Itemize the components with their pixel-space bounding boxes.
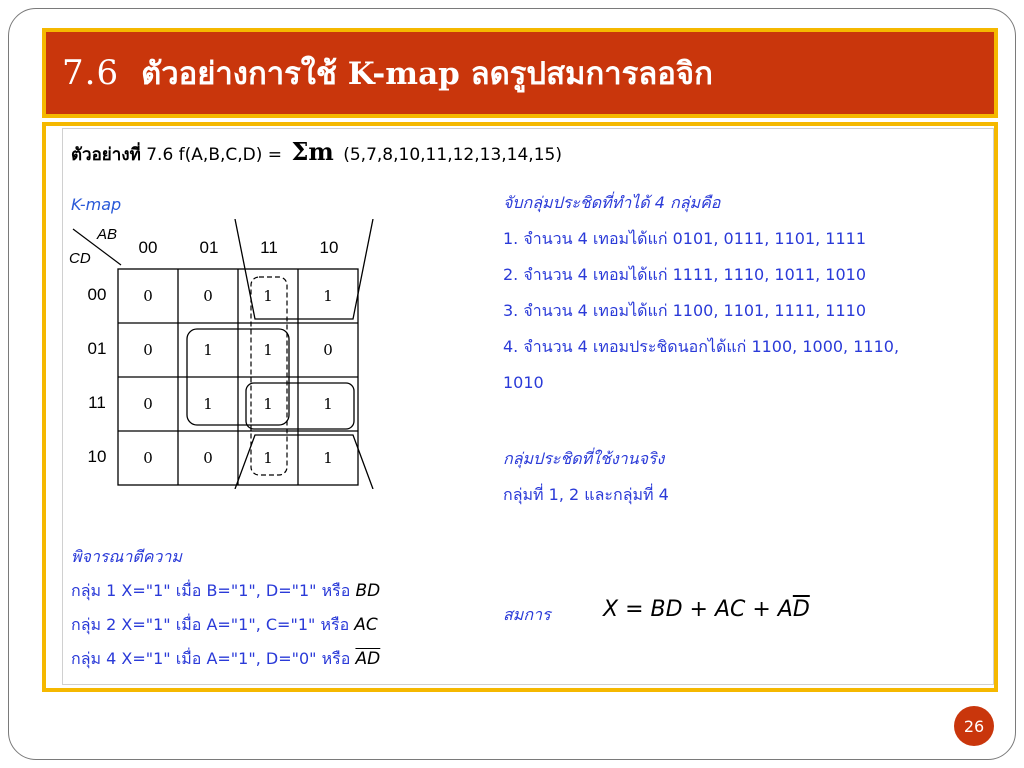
kmap-label: K-map [71,195,122,214]
interpret-line-1-term: BD [355,581,381,601]
group-2-loop [246,383,354,429]
col-header-11: 11 [260,238,278,257]
minterm-list: (5,7,8,10,11,12,13,14,15) [343,145,562,165]
cell-r3-c3: 1 [323,449,333,467]
example-label: ตัวอย่างที่ [71,145,141,165]
used-groups-text: กลุ่มที่ 1, 2 และกลุ่มที่ 4 [503,485,669,504]
cell-r0-c3: 1 [323,287,333,305]
interpret-line-1 [71,579,380,613]
group-item-4-cont: 1010 [503,373,544,392]
group-4-bottom-wrap [235,435,373,489]
cell-r1-c2: 1 [263,341,273,359]
col-header-10: 10 [319,238,339,257]
groups-description [503,191,1003,519]
cell-r1-c3: 0 [323,341,333,359]
example-number: 7.6 [146,145,174,165]
interpretation [71,545,380,681]
groups-intro: จับกลุ่มประชิดที่ทำได้ 4 กลุ่มคือ [503,193,721,212]
content-box [42,122,998,692]
interpret-line-2 [71,613,380,647]
equation-formula [603,597,810,622]
example-heading [71,137,562,168]
example-panel [62,128,994,685]
cell-r3-c1: 0 [203,449,213,467]
cell-r2-c0: 0 [143,395,153,413]
group-item-3: 3. จำนวน 4 เทอมได้แก่ 1100, 1101, 1111, 1110 [503,301,867,320]
kmap-diagram [63,219,483,489]
used-groups-title: กลุ่มประชิดที่ใช้งานจริง [503,449,665,468]
row-header-00: 00 [87,285,107,304]
page-number-badge: 26 [954,706,994,746]
cell-r1-c1: 1 [203,341,213,359]
interpret-line-3-text: กลุ่ม 4 X="1" เมื่อ A="1", D="0" หรือ [71,649,351,668]
interpret-line-3 [71,647,380,681]
row-header-01: 01 [87,339,107,358]
term-d-bar: D [367,649,381,669]
kmap-svg [63,219,483,489]
group-item-2: 2. จำนวน 4 เทอมได้แก่ 1111, 1110, 1011, 1010 [503,265,867,284]
group-item-4: 4. จำนวน 4 เทอมประชิดนอกได้แก่ 1100, 1000, 1110, [503,337,900,356]
cell-r1-c0: 0 [143,341,153,359]
ab-variable-label: AB [97,226,118,243]
row-header-10: 10 [87,447,107,466]
row-header-11: 11 [88,393,106,412]
cell-r2-c3: 1 [323,395,333,413]
equals-sign: = [267,145,283,165]
interpret-line-2-term: AC [354,615,378,635]
title-number: 7.6 [62,53,120,93]
equation-d-bar: $\overline{D}$ [792,597,810,622]
interpret-line-3-term [355,649,380,669]
sigma-m: Σm [291,137,334,166]
interpret-line-1-text: กลุ่ม 1 X="1" เมื่อ B="1", D="1" หรือ [71,581,351,600]
equation-label: สมการ [503,605,551,624]
slide-title-bar [42,28,998,118]
group-item-1: 1. จำนวน 4 เทอมได้แก่ 0101, 0111, 1101, 1111 [503,229,867,248]
interpret-title: พิจารณาตีความ [71,547,182,566]
group-3-dashed-loop [251,277,287,475]
col-header-00: 00 [138,238,158,257]
cd-variable-label: CD [69,250,91,267]
interpret-line-2-text: กลุ่ม 2 X="1" เมื่อ A="1", C="1" หรือ [71,615,350,634]
function-name: f(A,B,C,D) [178,145,263,165]
cell-r3-c0: 0 [143,449,153,467]
cell-r0-c2: 1 [263,287,273,305]
kmap-grid [118,269,358,485]
cell-r2-c1: 1 [203,395,213,413]
col-header-01: 01 [199,238,219,257]
cell-r0-c0: 0 [143,287,153,305]
title-text: ตัวอย่างการใช้ K-map ลดรูปสมการลอจิก [141,56,713,92]
equation-lhs: X = BD + AC + A [603,597,793,622]
cell-r2-c2: 1 [263,395,273,413]
cell-r3-c2: 1 [263,449,273,467]
cell-r0-c1: 0 [203,287,213,305]
term-a: A [355,649,368,669]
